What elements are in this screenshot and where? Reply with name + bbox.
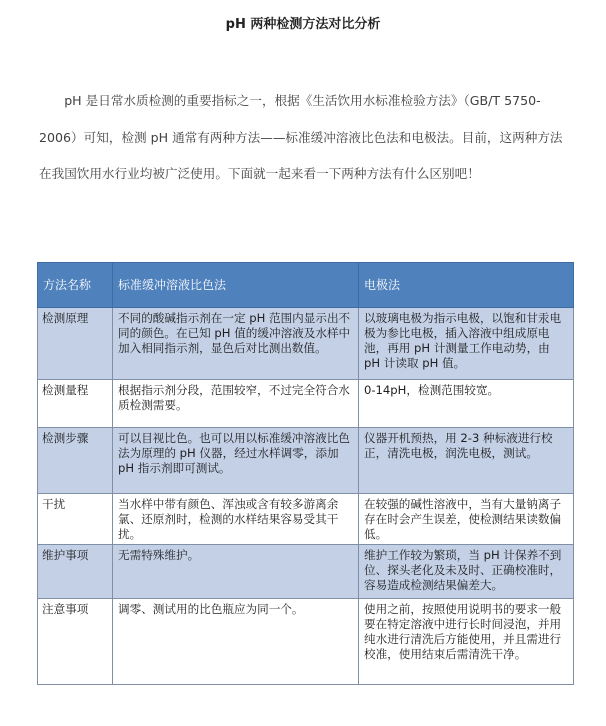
row-label: 维护事项 — [38, 545, 113, 599]
comparison-table — [37, 262, 574, 685]
electrode-cell: 在较强的碱性溶液中，当有大量钠离子存在时会产生误差，使检测结果读数偏低。 — [359, 494, 574, 545]
colorimetric-cell: 无需特殊维护。 — [113, 545, 359, 599]
row-label: 注意事项 — [38, 599, 113, 685]
table-row — [38, 428, 574, 494]
row-label: 检测步骤 — [38, 428, 113, 494]
colorimetric-cell: 当水样中带有颜色、浑浊或含有较多游离余氯、还原剂时，检测的水样结果容易受其干扰。 — [113, 494, 359, 545]
electrode-cell: 仪器开机预热，用 2-3 种标液进行校正，清洗电极，润洗电极，测试。 — [359, 428, 574, 494]
table-row — [38, 599, 574, 685]
row-label: 检测量程 — [38, 380, 113, 428]
colorimetric-cell: 可以目视比色。也可以用以标准缓冲溶液比色法为原理的 pH 仪器，经过水样调零，添加 pH 指示剂即可测试。 — [113, 428, 359, 494]
article-title: pH 两种检测方法对比分析 — [225, 17, 381, 32]
row-label: 干扰 — [38, 494, 113, 545]
header-colorimetric: 标准缓冲溶液比色法 — [113, 263, 359, 308]
row-label: 检测原理 — [38, 308, 113, 380]
header-electrode: 电极法 — [359, 263, 574, 308]
colorimetric-cell: 调零、测试用的比色瓶应为同一个。 — [113, 599, 359, 685]
colorimetric-cell: 不同的酸碱指示剂在一定 pH 范围内显示出不同的颜色。在已知 pH 值的缓冲溶液及水样中加入相同指示剂，显色后对比测出数值。 — [113, 308, 359, 380]
table-row — [38, 380, 574, 428]
electrode-cell: 使用之前，按照使用说明书的要求一般要在特定溶液中进行长时间浸泡，并用纯水进行清洗后方能使用，并且需进行校准，使用结束后需清洗干净。 — [359, 599, 574, 685]
electrode-cell: 以玻璃电极为指示电极，以饱和甘汞电极为参比电极，插入溶液中组成原电池，再用 pH 计测量工作电动势，由 pH 计读取 pH 值。 — [359, 308, 574, 380]
colorimetric-cell: 根据指示剂分段，范围较窄，不过完全符合水质检测需要。 — [113, 380, 359, 428]
intro-paragraph: pH 是日常水质检测的重要指标之一，根据《生活饮用水标准检验方法》（GB/T 5750-2006）可知，检测 pH 通常有两种方法——标准缓冲溶液比色法和电极法。目前，这两种方法在我国饮用水行业均被广泛使用。下面就一起来看一下两种方法有什么区别吧！ — [39, 93, 563, 181]
electrode-cell: 维护工作较为繁琐，当 pH 计保养不到位、探头老化及未及时、正确校准时，容易造成检测结果偏差大。 — [359, 545, 574, 599]
table-header-row — [38, 263, 574, 308]
table-row — [38, 494, 574, 545]
table-row — [38, 545, 574, 599]
electrode-cell: 0-14pH，检测范围较宽。 — [359, 380, 574, 428]
header-method-name: 方法名称 — [38, 263, 113, 308]
table-row — [38, 308, 574, 380]
